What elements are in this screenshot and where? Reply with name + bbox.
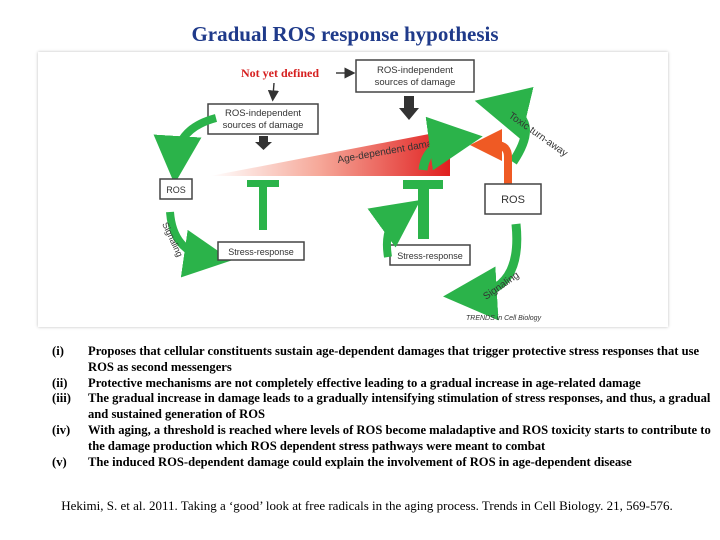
list-item: [52, 455, 717, 471]
top-down-arrow: [399, 96, 419, 120]
list-item-number: (v): [52, 454, 67, 469]
ros-hypothesis-figure: [38, 52, 668, 327]
ros-independent-top-line2: sources of damage: [374, 77, 456, 88]
list-item: [52, 344, 717, 376]
list-item: [52, 423, 717, 455]
diagram-svg: [38, 52, 668, 327]
ros-left-label: ROS: [166, 185, 186, 195]
signaling-right-label: Signaling: [481, 269, 522, 303]
list-item-text: Protective mechanisms are not completely effective leading to a gradual increase in age-related damage: [88, 375, 641, 390]
list-item-number: (i): [52, 344, 64, 358]
age-dependent-damage-label: Age-dependent damage: [336, 136, 445, 166]
not-yet-defined-pointer: [273, 83, 274, 96]
stress-response-right-label: Stress-response: [397, 251, 463, 261]
toxic-turn-away-label: Toxic turn-away: [506, 110, 570, 160]
ros-independent-top-line1: ROS-independent: [376, 65, 454, 76]
left-inhibitor-stem: [259, 185, 267, 230]
hypothesis-list: [52, 344, 717, 470]
ros-independent-left-line1: ROS-independent: [224, 108, 302, 119]
right-inhibitor-stem: [418, 187, 429, 239]
list-item-number: (iii): [52, 391, 71, 406]
trends-credit: TRENDS in Cell Biology: [466, 315, 542, 322]
list-item-number: (ii): [52, 375, 68, 390]
ros-right-label: ROS: [501, 194, 525, 206]
slide-title: Gradual ROS response hypothesis: [191, 22, 499, 46]
list-item-text: With aging, a threshold is reached where levels of ROS become maladaptive and ROS toxicity starts to contribute to the damage production which ROS dependent stress pathways were meant to combat: [88, 422, 711, 453]
age-dependent-damage-wedge: [210, 130, 450, 176]
list-item-text: Proposes that cellular constituents sustain age-dependent damages that trigger protective stress responses that use ROS as second messengers: [88, 344, 700, 374]
orange-turn-arrow: [486, 145, 508, 184]
ros-independent-left-line2: sources of damage: [222, 120, 304, 131]
citation: Hekimi, S. et al. 2011. Taking a ‘good’ look at free radicals in the aging process. Trends in Cell Biology. 21, 569-576.: [61, 498, 673, 513]
not-yet-defined-label: Not yet defined: [241, 66, 319, 80]
list-item: [52, 391, 717, 423]
list-item-text: The induced ROS-dependent damage could explain the involvement of ROS in age-dependent disease: [88, 454, 632, 469]
left-down-arrow: [255, 136, 272, 150]
list-item-text: The gradual increase in damage leads to a gradually intensifying stimulation of stress responses, and thus, a gradual and sustained generation of ROS: [88, 391, 711, 422]
signaling-left-label: Signaling: [160, 220, 185, 259]
list-item: [52, 376, 717, 392]
stress-response-left-label: Stress-response: [228, 247, 294, 257]
list-item-number: (iv): [52, 422, 71, 437]
